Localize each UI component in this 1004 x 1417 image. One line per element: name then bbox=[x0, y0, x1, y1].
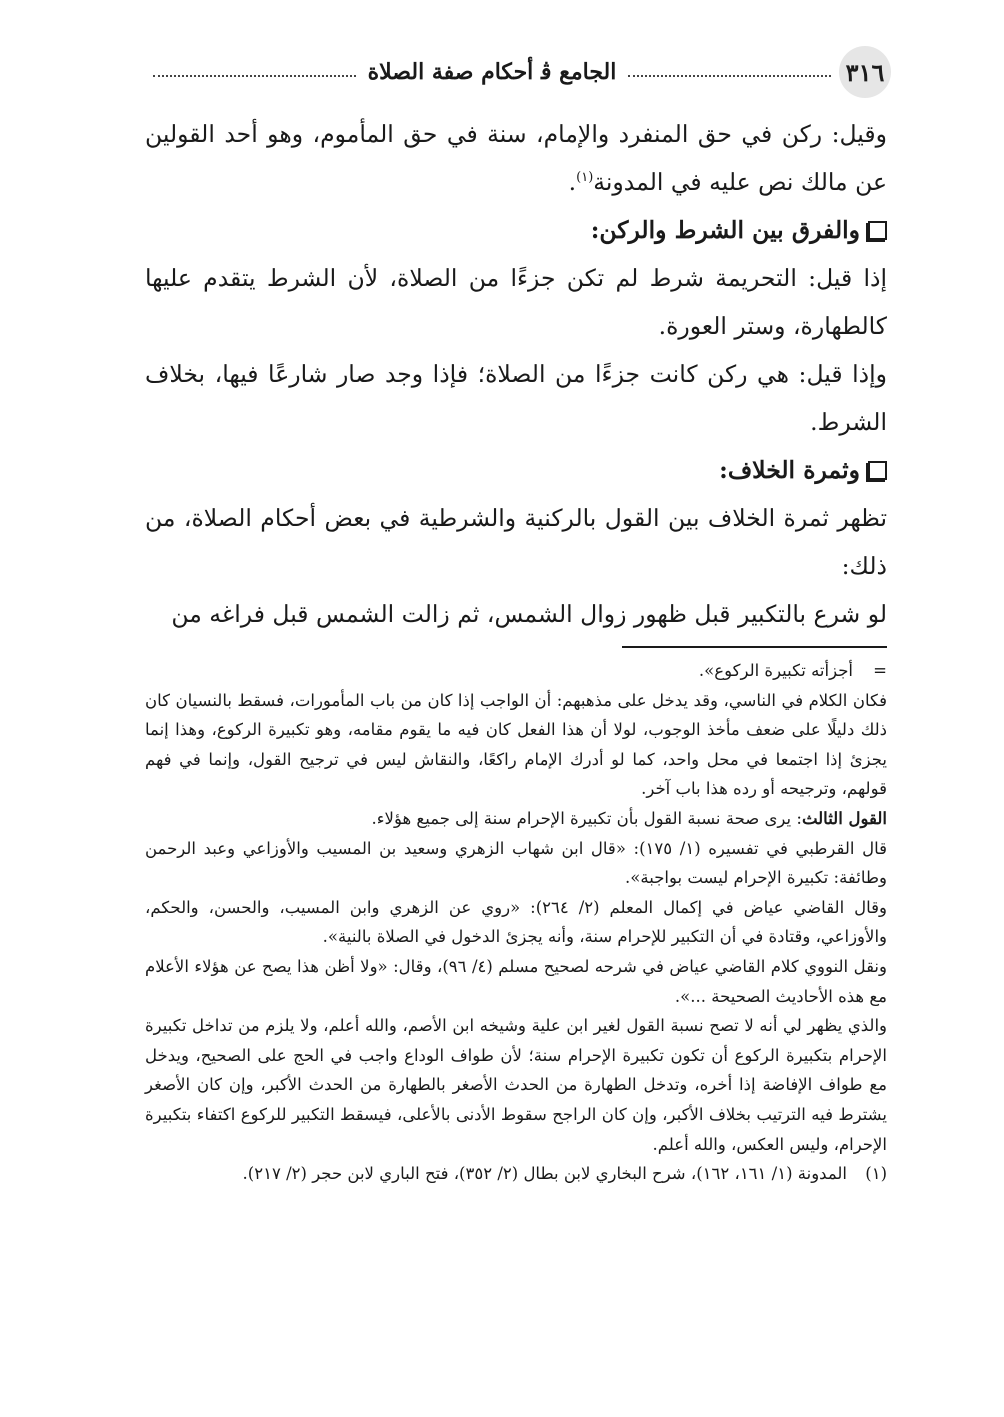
paragraph-end: . bbox=[568, 168, 577, 196]
book-page bbox=[145, 40, 887, 1189]
main-text bbox=[145, 110, 887, 638]
footnote-paragraph: والذي يظهر لي أنه لا تصح نسبة القول لغير ابن علية وشيخه ابن الأصم، والله أعلم، ولا يلزم من تداخل تكبيرة الإحرام بتكبيرة الركوع أن تكون تكبيرة الإحرام سنة؛ لأن طواف الوداع واجب في الحج على الصحيح، ويدخل مع طواف الإفاضة إذا أخره، وتدخل الطهارة من الحدث الأصغر بالطهارة من الحدث الأكبر، وإن كان الأصغر يشترط فيه الترتيب بخلاف الأكبر، وإن كان الراجح سقوط الأدنى بالأعلى، فيسقط التكبير للركوع اكتفاء بتكبيرة الإحرام، وليس العكس، والله أعلم. bbox=[145, 1016, 887, 1154]
header-dotted-leader bbox=[628, 75, 831, 77]
header-dotted-leader bbox=[153, 75, 356, 77]
footnote-entry bbox=[145, 1159, 887, 1189]
footnote-paragraph: فكان الكلام في الناسي، وقد يدخل على مذهبهم: أن الواجب إذا كان من باب المأمورات، فسقط بالنسيان كان ذلك دليلًا على ضعف مأخذ الوجوب، لولا أن هذا الفعل كان فيه ما يقوم مقامه، وهو تكبيرة الركوع، وهذا إنما يجزئ إذا اجتمعا في محل واحد، كما لو أدرك الإمام راكعًا، والنقاش ليس في ترجيح القول، وإنما في فهم قولهم، وترجيحه أو رده هذا باب آخر. bbox=[145, 690, 887, 799]
paragraph bbox=[145, 110, 887, 206]
page-header bbox=[145, 40, 887, 104]
square-bullet-icon bbox=[868, 221, 887, 240]
footnote-paragraph: ونقل النووي كلام القاضي عياض في شرحه لصحيح مسلم (٤/ ٩٦)، وقال: «ولا أظن هذا يصح عن هؤلاء الأعلام مع هذه الأحاديث الصحيحة ...». bbox=[145, 956, 887, 1006]
section-heading-text: والفرق بين الشرط والركن: bbox=[590, 216, 860, 244]
running-title: الجامع ﭬ أحكام صفة الصلاة bbox=[367, 59, 617, 85]
paragraph-text: وقيل: ركن في حق المنفرد والإمام، سنة في حق المأموم، وهو أحد القولين عن مالك نص عليه في المدونة bbox=[145, 120, 887, 196]
footnote-paragraph: قال القرطبي في تفسيره (١/ ١٧٥): «قال ابن شهاب الزهري وسعيد بن المسيب والأوزاعي وعبد الرحمن وطائفة: تكبيرة الإحرام ليست بواجبة». bbox=[145, 838, 887, 888]
footnote-continuation bbox=[145, 656, 887, 686]
footnote-paragraph: وقال القاضي عياض في إكمال المعلم (٢/ ٢٦٤): «روي عن الزهري وابن المسيب، والحسن، والحكم، والأوزاعي، وقتادة في أن التكبير للإحرام سنة، وأنه يجزئ الدخول في الصلاة بالنية». bbox=[145, 897, 887, 947]
section-heading bbox=[145, 206, 887, 254]
footnote-text: المدونة (١/ ١٦١، ١٦٢)، شرح البخاري لابن بطال (٢/ ٣٥٢)، فتح الباري لابن حجر (٢/ ٢١٧). bbox=[242, 1164, 847, 1184]
footnote-text: : يرى صحة نسبة القول بأن تكبيرة الإحرام سنة إلى جميع هؤلاء. bbox=[371, 808, 802, 828]
footnote-text: أجزأته تكبيرة الركوع». bbox=[698, 661, 853, 680]
paragraph: إذا قيل: التحريمة شرط لم تكن جزءًا من الصلاة، لأن الشرط يتقدم عليها كالطهارة، وستر العورة. bbox=[145, 264, 887, 340]
footnotes bbox=[145, 656, 887, 1189]
footnote-paragraph bbox=[145, 804, 887, 834]
continuation-mark: = bbox=[873, 661, 887, 680]
section-heading-text: وثمرة الخلاف: bbox=[719, 456, 860, 484]
paragraph: وإذا قيل: هي ركن كانت جزءًا من الصلاة؛ فإذا وجد صار شارعًا فيها، بخلاف الشرط. bbox=[145, 360, 887, 436]
footnote-number: (١) bbox=[865, 1164, 887, 1184]
page-number-badge: ٣١٦ bbox=[839, 46, 891, 98]
footnote-divider bbox=[622, 646, 887, 648]
paragraph: لو شرع بالتكبير قبل ظهور زوال الشمس، ثم زالت الشمس قبل فراغه من bbox=[171, 600, 887, 628]
square-bullet-icon bbox=[868, 461, 887, 480]
paragraph: تظهر ثمرة الخلاف بين القول بالركنية والشرطية في بعض أحكام الصلاة، من ذلك: bbox=[145, 504, 887, 580]
section-heading bbox=[145, 446, 887, 494]
footnote-label: القول الثالث bbox=[801, 808, 887, 828]
footnote-ref[interactable]: (١) bbox=[576, 170, 594, 186]
